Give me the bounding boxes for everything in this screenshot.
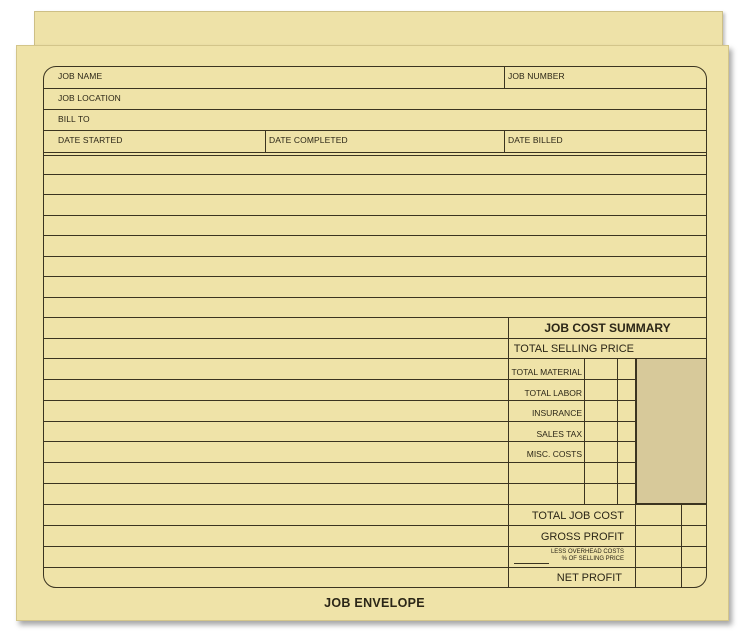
- row-divider: [43, 88, 707, 89]
- ruled-line: [43, 297, 707, 298]
- summary-divider: [508, 379, 636, 380]
- summary-divider: [508, 441, 636, 442]
- date-started-label: DATE STARTED: [58, 135, 123, 145]
- ruled-line: [43, 567, 508, 568]
- total-labor-label: TOTAL LABOR: [524, 388, 582, 398]
- ruled-line: [43, 525, 508, 526]
- ruled-line: [43, 174, 707, 175]
- summary-divider: [508, 546, 707, 547]
- summary-divider: [508, 421, 636, 422]
- insurance-label: INSURANCE: [531, 408, 582, 418]
- summary-divider: [508, 567, 707, 568]
- percent-blank-line: [514, 563, 549, 564]
- row-divider: [43, 155, 707, 156]
- ruled-line: [43, 546, 508, 547]
- ruled-line: [43, 256, 707, 257]
- ruled-line: [43, 194, 707, 195]
- less-overhead-line1: LESS OVERHEAD COSTS: [550, 549, 624, 555]
- ruled-line: [43, 400, 508, 401]
- ruled-line: [43, 317, 707, 318]
- ruled-line: [43, 358, 508, 359]
- ruled-line: [43, 276, 707, 277]
- job-location-label: JOB LOCATION: [58, 93, 121, 103]
- column-divider: [504, 66, 505, 88]
- ruled-line: [43, 483, 508, 484]
- row-divider: [43, 152, 707, 153]
- sales-tax-label: SALES TAX: [536, 429, 582, 439]
- ruled-line: [43, 421, 508, 422]
- summary-divider: [508, 483, 636, 484]
- summary-divider: [508, 338, 707, 339]
- bill-to-label: BILL TO: [58, 114, 90, 124]
- date-completed-label: DATE COMPLETED: [269, 135, 348, 145]
- row-divider: [43, 109, 707, 110]
- summary-divider: [508, 462, 636, 463]
- total-material-label: TOTAL MATERIAL: [511, 367, 582, 377]
- total-selling-price-label: TOTAL SELLING PRICE: [513, 343, 634, 355]
- envelope-title: JOB ENVELOPE: [324, 596, 425, 610]
- misc-costs-label: MISC. COSTS: [526, 449, 582, 459]
- job-name-label: JOB NAME: [58, 71, 103, 81]
- summary-title: JOB COST SUMMARY: [544, 321, 671, 335]
- less-overhead-line2: % OF SELLING PRICE: [561, 556, 624, 562]
- ruled-line: [43, 338, 508, 339]
- shaded-total-box: [636, 358, 707, 504]
- ruled-line: [43, 215, 707, 216]
- summary-divider: [508, 525, 707, 526]
- ruled-line: [43, 379, 508, 380]
- ruled-line: [43, 235, 707, 236]
- job-number-label: JOB NUMBER: [508, 71, 565, 81]
- summary-divider: [508, 504, 707, 505]
- total-job-cost-label: TOTAL JOB COST: [531, 510, 624, 522]
- row-divider: [43, 130, 707, 131]
- ruled-line: [43, 504, 508, 505]
- ruled-line: [43, 441, 508, 442]
- summary-divider: [508, 400, 636, 401]
- ruled-line: [43, 462, 508, 463]
- column-divider: [265, 130, 266, 152]
- column-divider: [504, 130, 505, 152]
- date-billed-label: DATE BILLED: [508, 135, 563, 145]
- gross-profit-label: GROSS PROFIT: [540, 531, 624, 543]
- net-profit-label: NET PROFIT: [556, 572, 622, 584]
